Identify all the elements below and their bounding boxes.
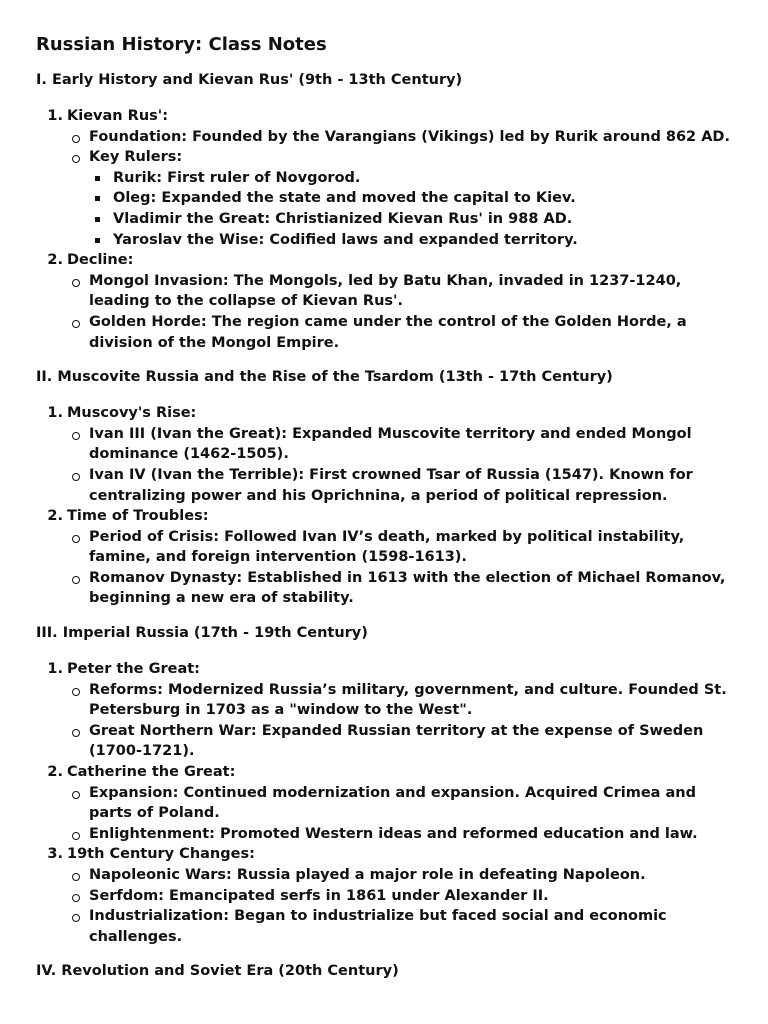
outline-section — [36, 367, 732, 609]
bullet-list-item — [89, 568, 732, 609]
list-item-label: Decline: — [67, 252, 134, 269]
bullet-text: Serfdom: Emancipated serfs in 1861 under Alexander II. — [89, 887, 549, 904]
list-number: 1. — [47, 405, 63, 422]
bullet-list — [67, 783, 732, 845]
numbered-list-item — [47, 106, 732, 250]
list-number: 1. — [47, 661, 63, 678]
bullet-list-item — [89, 906, 732, 947]
list-item-label: Peter the Great: — [67, 661, 200, 678]
bullet-list — [67, 271, 732, 353]
outline-section — [36, 70, 732, 353]
numbered-list-item — [47, 659, 732, 762]
outline-section — [36, 961, 732, 981]
bullet-list — [67, 865, 732, 947]
bullet-text: Ivan IV (Ivan the Terrible): First crowned Tsar of Russia (1547). Known for centralizing power and his Oprichnina, a period of political repression. — [89, 466, 693, 504]
bullet-list-item — [89, 424, 732, 465]
bullet-text: Great Northern War: Expanded Russian territory at the expense of Sweden (1700-1721). — [89, 722, 704, 760]
list-number: 1. — [47, 108, 63, 124]
bullet-list-item — [89, 527, 732, 568]
square-bullet-item: Oleg: Expanded the state and moved the capital to Kiev. — [113, 188, 732, 209]
bullet-text: Enlightenment: Promoted Western ideas and reformed education and law. — [89, 825, 698, 842]
list-number: 2. — [47, 508, 63, 525]
bullet-text: Golden Horde: The region came under the control of the Golden Horde, a division of the Mongol Empire. — [89, 313, 687, 351]
bullet-list-item — [89, 127, 732, 148]
list-item-label: 19th Century Changes: — [67, 846, 255, 863]
bullet-text: Key Rulers: — [89, 149, 183, 166]
list-number: 3. — [47, 846, 63, 863]
bullet-text: Napoleonic Wars: Russia played a major role in defeating Napoleon. — [89, 867, 646, 883]
bullet-list-item — [89, 783, 732, 824]
bullet-text: Period of Crisis: Followed Ivan IV’s death, marked by political instability, famine, and foreign intervention (1598-1613). — [89, 528, 685, 566]
list-item-label: Muscovy's Rise: — [67, 405, 197, 422]
square-bullet-item: Rurik: First ruler of Novgorod. — [113, 168, 732, 189]
bullet-text: Expansion: Continued modernization and expansion. Acquired Crimea and parts of Poland. — [89, 784, 696, 822]
bullet-list — [67, 424, 732, 506]
numbered-list-item — [47, 403, 732, 506]
bullet-list-item — [89, 312, 732, 353]
bullet-list — [67, 527, 732, 609]
bullet-text: Mongol Invasion: The Mongols, led by Batu Khan, invaded in 1237-1240, leading to the collapse of Kievan Rus'. — [89, 272, 682, 310]
document-title: Russian History: Class Notes — [36, 34, 327, 55]
section-heading: III. Imperial Russia (17th - 19th Century) — [36, 625, 368, 642]
numbered-list — [36, 403, 732, 609]
list-item-label: Time of Troubles: — [67, 508, 209, 525]
bullet-text: Industrialization: Began to industrialize but faced social and economic challenges. — [89, 908, 667, 945]
bullet-list-item — [89, 886, 732, 907]
section-heading: IV. Revolution and Soviet Era (20th Century) — [36, 963, 399, 980]
bullet-list — [67, 127, 732, 251]
list-item-label: Catherine the Great: — [67, 764, 236, 781]
list-number: 2. — [47, 764, 63, 781]
bullet-text: Reforms: Modernized Russia’s military, government, and culture. Founded St. Petersburg in 1703 as a "window to the West". — [89, 681, 727, 719]
bullet-list-item — [89, 271, 732, 312]
bullet-list-item — [89, 147, 732, 250]
bullet-list-item — [89, 680, 732, 721]
list-number: 2. — [47, 252, 63, 269]
bullet-list-item — [89, 865, 732, 886]
list-item-label: Kievan Rus': — [67, 108, 169, 124]
section-heading: I. Early History and Kievan Rus' (9th - 13th Century) — [36, 72, 463, 88]
section-heading: II. Muscovite Russia and the Rise of the Tsardom (13th - 17th Century) — [36, 369, 613, 386]
outline-section — [36, 623, 732, 947]
bullet-list-item — [89, 721, 732, 762]
square-bullet-item: Vladimir the Great: Christianized Kievan Rus' in 988 AD. — [113, 209, 732, 230]
numbered-list — [36, 106, 732, 353]
numbered-list-item — [47, 250, 732, 353]
square-bullet-item: Yaroslav the Wise: Codified laws and expanded territory. — [113, 230, 732, 251]
square-bullet-list — [89, 168, 732, 250]
bullet-list — [67, 680, 732, 762]
numbered-list-item — [47, 844, 732, 947]
bullet-text: Foundation: Founded by the Varangians (Vikings) led by Rurik around 862 AD. — [89, 128, 730, 145]
numbered-list-item — [47, 506, 732, 609]
bullet-text: Ivan III (Ivan the Great): Expanded Muscovite territory and ended Mongol dominance (1462-1505). — [89, 425, 692, 463]
bullet-list-item — [89, 824, 732, 845]
numbered-list — [36, 659, 732, 947]
bullet-text: Romanov Dynasty: Established in 1613 with the election of Michael Romanov, beginning a new era of stability. — [89, 569, 726, 607]
bullet-list-item — [89, 465, 732, 506]
document-body — [36, 70, 732, 981]
numbered-list-item — [47, 762, 732, 844]
